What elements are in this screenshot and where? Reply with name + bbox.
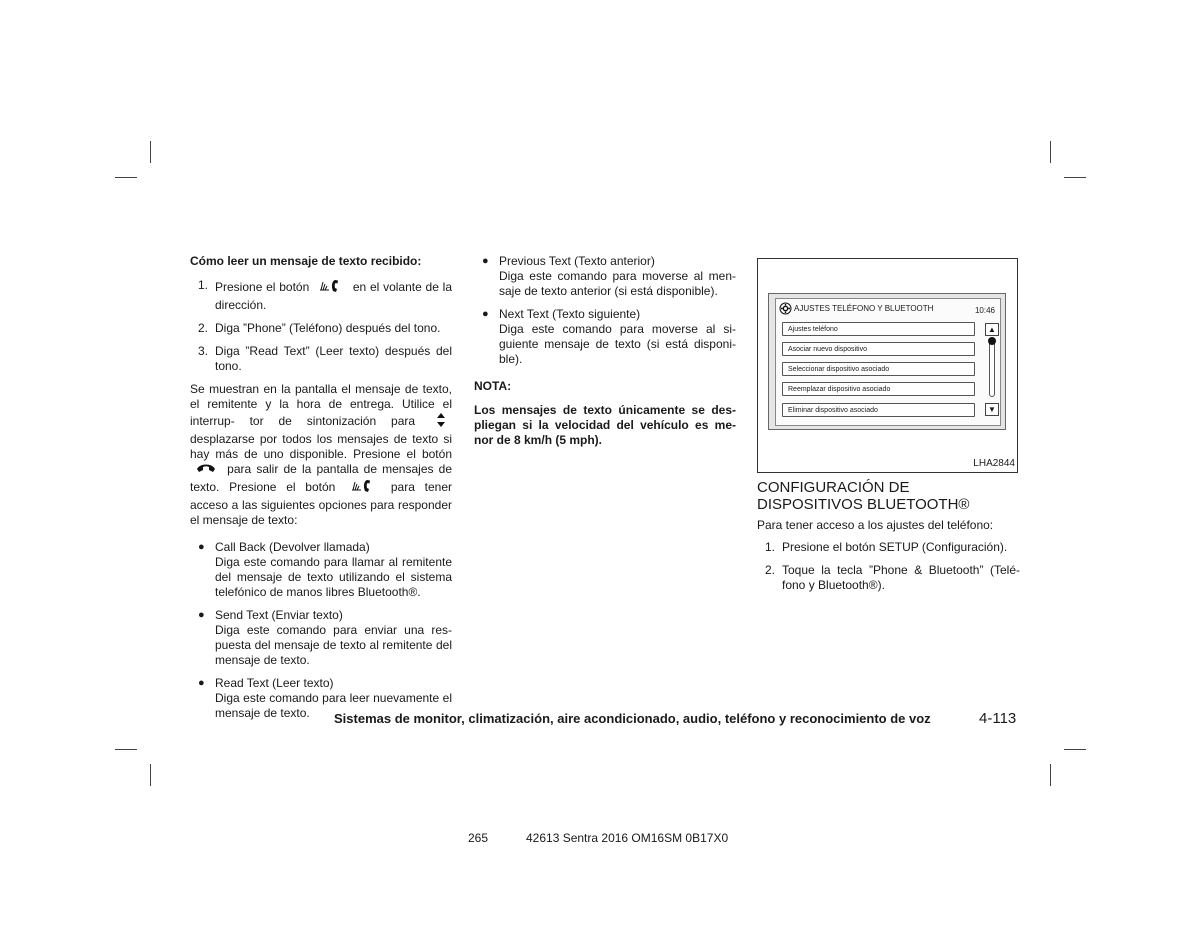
figure-screen-illustration (757, 258, 1018, 473)
column-left (190, 254, 452, 729)
crop-mark (1050, 141, 1051, 163)
paragraph-text: desplazarse por todos los mensajes de texto si hay más de uno disponible. Presione el botón (190, 432, 452, 461)
list-item (474, 307, 736, 367)
step-number: 1. (198, 278, 209, 292)
list-item (190, 608, 452, 668)
chapter-footer-title: Sistemas de monitor, climatización, aire acondicionado, audio, teléfono y reconocimiento de voz (334, 711, 931, 726)
body-paragraph (190, 382, 452, 528)
crop-mark (115, 177, 137, 178)
option-description: Diga este comando para leer nuevamente el mensaje de texto. (215, 691, 452, 720)
option-title: Call Back (Devolver llamada) (215, 540, 370, 554)
screen-clock: 10:46 (974, 306, 995, 315)
option-title: Previous Text (Texto anterior) (499, 254, 655, 268)
scroll-up-button[interactable]: ▲ (985, 323, 999, 336)
phone-voice-icon (319, 278, 343, 298)
step-number: 1. (765, 540, 776, 554)
options-list (190, 540, 452, 721)
scrollbar-thumb[interactable] (988, 337, 996, 345)
step-number: 2. (198, 321, 209, 335)
screen-title-text: AJUSTES TELÉFONO Y BLUETOOTH (794, 304, 934, 313)
step-text-after: en el volante de la dirección. (215, 280, 452, 312)
menu-item-eliminar-dispositivo[interactable]: Eliminar dispositivo asociado (782, 403, 975, 417)
step-item (757, 563, 1020, 593)
document-code: 42613 Sentra 2016 OM16SM 0B17X0 (526, 831, 729, 845)
option-title: Next Text (Texto siguiente) (499, 307, 641, 321)
step-item (190, 278, 452, 313)
note-label: NOTA: (474, 379, 512, 393)
option-title: Send Text (Enviar texto) (215, 608, 343, 622)
page-number: 4-113 (979, 710, 1017, 727)
step-number: 2. (765, 563, 776, 577)
step-text: Diga ”Phone” (Teléfono) después del tono. (215, 321, 441, 335)
option-description: Diga este comando para llamar al remitente del mensaje de texto utilizando el sistema telefónico de manos libres Bluetooth®. (215, 555, 452, 599)
crop-mark (150, 141, 151, 163)
steps-list (190, 278, 452, 374)
menu-item-seleccionar-dispositivo[interactable]: Seleccionar dispositivo asociado (782, 362, 975, 376)
bullet-icon: ● (482, 308, 489, 320)
crop-mark (150, 764, 151, 786)
step-item (190, 321, 452, 336)
option-title: Read Text (Leer texto) (215, 676, 334, 690)
sheet-number: 265 (468, 831, 489, 845)
note-text: Los mensajes de texto únicamente se des- pliegan si la velocidad del vehículo es me- nor de 8 km/h (5 mph). (474, 403, 736, 447)
options-list (474, 254, 736, 367)
step-item (190, 344, 452, 374)
phone-hangup-icon (196, 462, 216, 478)
section-title-line2: DISPOSITIVOS BLUETOOTH® (757, 496, 970, 513)
scroll-down-button[interactable]: ▼ (985, 403, 999, 416)
gear-icon (779, 302, 792, 315)
option-description: Diga este comando para moverse al men- saje de texto anterior (si está disponible). (499, 269, 736, 298)
bullet-icon: ● (198, 541, 205, 553)
column-right (757, 254, 1020, 601)
section-heading: Cómo leer un mensaje de texto recibido: (190, 254, 422, 268)
section-title-line1: CONFIGURACIÓN DE (757, 479, 910, 496)
menu-item-reemplazar-dispositivo[interactable]: Reemplazar dispositivo asociado (782, 382, 975, 396)
paragraph-text: para salir de la pantalla de mensajes de texto. Presione el botón (190, 462, 452, 495)
step-item (757, 540, 1020, 555)
list-item (190, 540, 452, 600)
crop-mark (1064, 749, 1086, 750)
bullet-icon: ● (198, 609, 205, 621)
bullet-icon: ● (482, 255, 489, 267)
display-screen (768, 293, 1006, 430)
tuning-up-down-icon (436, 412, 446, 432)
figure-code: LHA2844 (973, 458, 1015, 469)
intro-text: Para tener acceso a los ajustes del teléfono: (757, 518, 994, 532)
column-middle (474, 254, 736, 448)
scrollbar-track[interactable] (989, 339, 995, 397)
crop-mark (1050, 764, 1051, 786)
option-description: Diga este comando para moverse al si- guiente mensaje de texto (si está disponi- ble). (499, 322, 736, 366)
menu-item-ajustes-telefono[interactable]: Ajustes teléfono (782, 322, 975, 336)
phone-voice-icon (351, 478, 375, 498)
paragraph-text: para tener acceso a las siguientes opciones para responder el mensaje de texto: (190, 480, 452, 527)
crop-mark (1064, 177, 1086, 178)
option-description: Diga este comando para enviar una res- puesta del mensaje de texto al remitente del mensaje de texto. (215, 623, 452, 667)
paragraph-text: Se muestran en la pantalla el mensaje de texto, el remitente y la hora de entrega. Utilice el interrup- tor de sintonización para (190, 382, 452, 429)
step-text: Toque la tecla ”Phone & Bluetooth” (Telé- fono y Bluetooth®). (782, 563, 1020, 592)
section-title (757, 479, 1020, 513)
crop-mark (115, 749, 137, 750)
menu-item-asociar-dispositivo[interactable]: Asociar nuevo dispositivo (782, 342, 975, 356)
step-text: Presione el botón SETUP (Configuración). (782, 540, 1008, 554)
settings-panel (775, 298, 1001, 426)
bullet-icon: ● (198, 677, 205, 689)
list-item (474, 254, 736, 299)
step-text: Diga ”Read Text” (Leer texto) después del tono. (215, 344, 452, 373)
steps-list (757, 540, 1020, 593)
step-number: 3. (198, 344, 209, 358)
step-text-before: Presione el botón (215, 280, 310, 295)
screen-title (779, 301, 933, 316)
